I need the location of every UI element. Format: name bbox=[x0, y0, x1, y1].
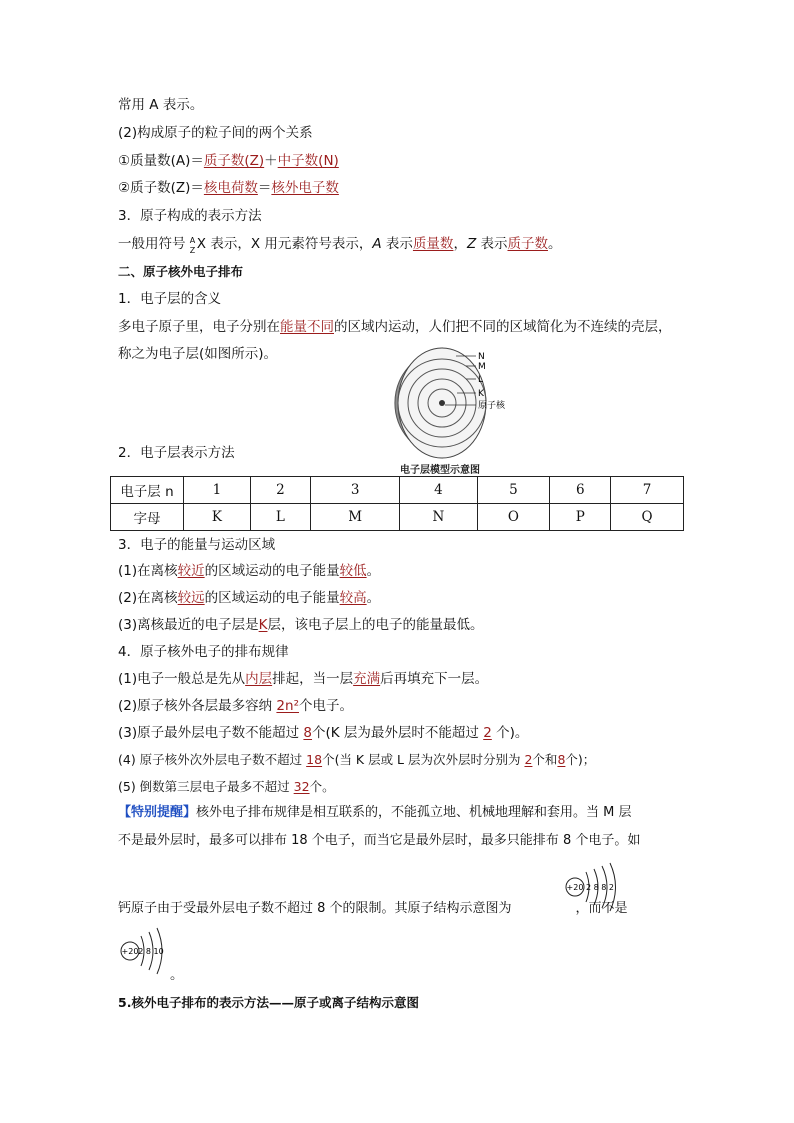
text-span: ②质子数(Z)＝ bbox=[118, 180, 204, 196]
table-cell: 3 bbox=[310, 477, 399, 504]
subheading-4: 4．原子核外电子的排布规律 bbox=[118, 644, 289, 660]
table-cell: 1 bbox=[184, 477, 251, 504]
answer-blank: 能量不同 bbox=[280, 319, 334, 335]
text-line-24 bbox=[118, 900, 628, 918]
shell-electron-counts: 2 8 10 bbox=[138, 947, 164, 956]
table-cell: 6 bbox=[550, 477, 611, 504]
text-line-23: 不是最外层时，最多可以排布 18 个电子，而当它是最外层时，最多只能排布 8 个电子。如 bbox=[118, 833, 641, 848]
text-span: 。 bbox=[366, 590, 381, 606]
text-span: ＋ bbox=[264, 153, 278, 169]
text-span: 个(K 层为最外层时不能超过 bbox=[312, 725, 484, 741]
answer-blank: 8 bbox=[303, 725, 313, 741]
answer-blank: 质量数 bbox=[412, 236, 454, 252]
table-cell: O bbox=[477, 504, 550, 531]
text-span: 个)； bbox=[565, 752, 596, 767]
table-cell: Q bbox=[611, 504, 684, 531]
section-heading-2: 二、原子核外电子排布 bbox=[118, 264, 244, 279]
answer-blank: 质子数 bbox=[507, 236, 548, 252]
table-cell: 电子层 n bbox=[111, 477, 184, 504]
answer-blank: 质子数(Z) bbox=[203, 153, 265, 169]
text-span: 的区域运动的电子能量 bbox=[204, 563, 340, 579]
nucleus-charge: +20 bbox=[566, 883, 584, 892]
table-cell: 7 bbox=[611, 477, 684, 504]
table-row bbox=[111, 477, 684, 504]
text-span: 一般用符号 bbox=[118, 236, 190, 252]
subheading-2: 2．电子层表示方法 bbox=[118, 445, 235, 461]
text-span: X 表示，X 用元素符号表示， bbox=[196, 236, 373, 252]
text-span: 表示 bbox=[476, 236, 508, 252]
table-cell: N bbox=[400, 504, 477, 531]
text-span: 。 bbox=[547, 236, 562, 252]
text-span: ， bbox=[453, 236, 467, 252]
subheading-1: 1．电子层的含义 bbox=[118, 291, 222, 307]
text-line-9 bbox=[118, 318, 672, 336]
text-line-21 bbox=[118, 778, 335, 796]
figure-caption: 电子层模型示意图 bbox=[400, 465, 480, 476]
shell-label-n: N bbox=[478, 352, 485, 362]
text-span: (1)在离核 bbox=[118, 563, 178, 579]
table-cell: 4 bbox=[400, 477, 477, 504]
text-span: 表示 bbox=[381, 236, 413, 252]
answer-blank: 较远 bbox=[177, 590, 205, 606]
text-span: 个(当 K 层或 L 层为次外层时分别为 bbox=[322, 752, 525, 767]
answer-blank: 核电荷数 bbox=[203, 180, 258, 196]
text-line-18 bbox=[118, 697, 353, 715]
electron-shell-figure bbox=[380, 346, 520, 460]
text-span: 的区域内运动，人们把不同的区域简化为不连续的壳层， bbox=[334, 319, 672, 335]
answer-blank: 充满 bbox=[353, 671, 381, 687]
text-line-20 bbox=[118, 751, 595, 769]
text-line-22 bbox=[118, 804, 632, 822]
shell-label-k: K bbox=[478, 389, 484, 399]
text-line-14 bbox=[118, 589, 380, 607]
text-span: ＝ bbox=[257, 180, 272, 196]
text-span: 层，该电子层上的电子的能量最低。 bbox=[267, 617, 484, 633]
text-line-19 bbox=[118, 724, 528, 742]
nucleus-charge: +20 bbox=[121, 947, 139, 956]
text-line-25: 。 bbox=[170, 967, 184, 983]
answer-blank: 较高 bbox=[339, 590, 367, 606]
table-cell: K bbox=[184, 504, 251, 531]
text-line-2: (2)构成原子的粒子间的两个关系 bbox=[118, 125, 313, 141]
answer-blank: 中子数(N) bbox=[277, 153, 339, 169]
table-cell: P bbox=[550, 504, 611, 531]
shell-label-l: L bbox=[478, 375, 484, 385]
table-cell: M bbox=[310, 504, 399, 531]
text-span: 个和 bbox=[532, 752, 558, 767]
electron-shell-table bbox=[110, 476, 684, 531]
text-span: ，而不是 bbox=[575, 901, 628, 916]
text-span: ①质量数(A)＝ bbox=[118, 153, 204, 169]
text-line-10: 称之为电子层(如图所示)。 bbox=[118, 346, 278, 362]
text-span: 个)。 bbox=[491, 725, 529, 741]
text-line-15 bbox=[118, 616, 483, 634]
table-cell: L bbox=[250, 504, 310, 531]
text-span: 后再填充下一层。 bbox=[380, 671, 489, 687]
text-span: 多电子原子里，电子分别在 bbox=[118, 319, 280, 335]
table-cell: 5 bbox=[477, 477, 550, 504]
text-span: 钙原子由于受最外层电子数不超过 8 个的限制。其原子结构示意图为 bbox=[118, 901, 512, 916]
text-span: (2)在离核 bbox=[118, 590, 178, 606]
text-span: (3)原子最外层电子数不能超过 bbox=[118, 725, 304, 741]
text-span: A bbox=[372, 236, 382, 252]
answer-blank: 较近 bbox=[177, 563, 205, 579]
text-span: (4) 原子核外次外层电子数不超过 bbox=[118, 752, 307, 767]
text-line-1: 常用 A 表示。 bbox=[118, 97, 204, 113]
shell-label-m: M bbox=[478, 362, 486, 372]
answer-blank: 较低 bbox=[339, 563, 367, 579]
atomic-number-subscript: Z bbox=[189, 246, 196, 255]
table-cell: 字母 bbox=[111, 504, 184, 531]
text-span: (1)电子一般总是先从 bbox=[118, 671, 246, 687]
text-span: (2)原子核外各层最多容纳 bbox=[118, 698, 277, 714]
text-span: 的区域运动的电子能量 bbox=[204, 590, 340, 606]
mass-number-superscript: A bbox=[189, 236, 196, 245]
text-line-6 bbox=[118, 235, 561, 253]
calcium-atom-incorrect-diagram bbox=[118, 924, 170, 978]
subheading-3: 3．电子的能量与运动区域 bbox=[118, 537, 276, 553]
answer-blank: 8 bbox=[557, 752, 566, 767]
text-line-3 bbox=[118, 152, 339, 170]
text-span: 个电子。 bbox=[298, 698, 353, 714]
special-reminder-label: 【特别提醒】 bbox=[118, 805, 197, 820]
text-span: (3)离核最近的电子层是 bbox=[118, 617, 259, 633]
section-heading-3: 3．原子构成的表示方法 bbox=[118, 208, 262, 224]
nucleus-label: 原子核 bbox=[478, 401, 506, 411]
text-span: 核外电子排布规律是相互联系的，不能孤立地、机械地理解和套用。当 M 层 bbox=[196, 805, 632, 820]
text-span: 排起，当一层 bbox=[272, 671, 354, 687]
text-line-13 bbox=[118, 562, 380, 580]
text-span: 。 bbox=[366, 563, 381, 579]
table-cell: 2 bbox=[250, 477, 310, 504]
text-span: Z bbox=[466, 236, 477, 252]
answer-blank: 32 bbox=[293, 779, 310, 794]
answer-blank: K bbox=[258, 617, 268, 633]
shell-electron-counts: 2 8 8 2 bbox=[586, 883, 614, 892]
answer-blank: 18 bbox=[306, 752, 323, 767]
answer-blank: 2 bbox=[524, 752, 533, 767]
section-heading-5: 5.核外电子排布的表示方法——原子或离子结构示意图 bbox=[118, 995, 419, 1010]
text-line-4 bbox=[118, 179, 339, 197]
table-row bbox=[111, 504, 684, 531]
answer-blank: 2n² bbox=[276, 698, 299, 714]
answer-blank: 核外电子数 bbox=[271, 180, 339, 196]
answer-blank: 2 bbox=[483, 725, 492, 741]
text-span: 个。 bbox=[309, 779, 335, 794]
answer-blank: 内层 bbox=[245, 671, 273, 687]
text-span: (5) 倒数第三层电子最多不超过 bbox=[118, 779, 294, 794]
text-line-17 bbox=[118, 670, 488, 688]
